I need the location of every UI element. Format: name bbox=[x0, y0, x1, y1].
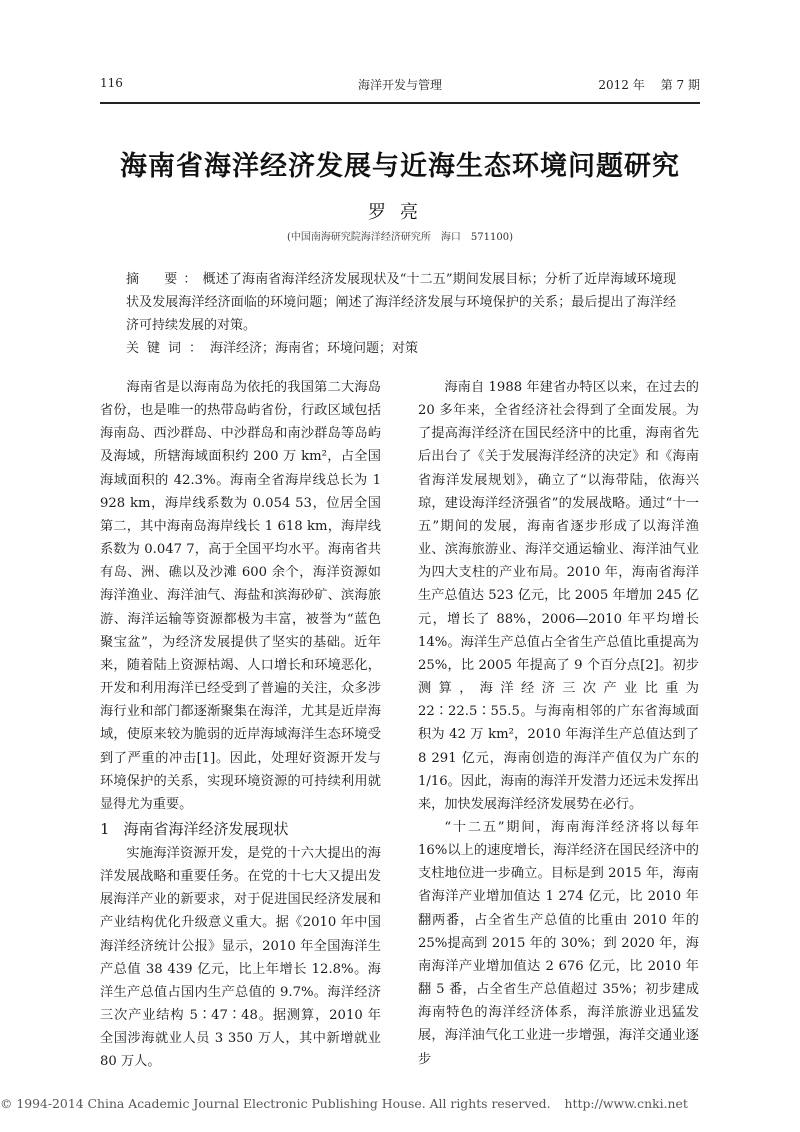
left-column bbox=[100, 376, 381, 1074]
header-rule bbox=[100, 102, 700, 104]
keywords-text: 海洋经济；海南省；环境问题；对策 bbox=[210, 341, 419, 356]
article-title: 海南省海洋经济发展与近海生态环境问题研究 bbox=[120, 151, 680, 182]
abstract-text: 概述了海南省海洋经济发展现状及“十二五”期间发展目标；分析了近岸海域环境现状及发展海洋经济面临的环境问题；阐述了海洋经济发展与环境保护的关系；最后提出了海洋经济可持续发展的对策。 bbox=[126, 272, 676, 333]
author-affiliation: (中国南海研究院海洋经济研究所 海口 571100) bbox=[287, 232, 513, 243]
footer-url[interactable]: http://www.cnki.net bbox=[564, 1096, 688, 1111]
abstract-paragraph bbox=[126, 268, 676, 337]
abstract-label: 摘 要： bbox=[126, 272, 203, 287]
right-column bbox=[418, 376, 699, 1071]
running-header bbox=[100, 76, 700, 96]
issue-info bbox=[598, 76, 700, 93]
copyright-footer bbox=[0, 1096, 800, 1111]
section-number: 1 bbox=[100, 819, 110, 838]
keywords-label: 关键词： bbox=[126, 341, 211, 356]
abstract-block bbox=[126, 268, 676, 360]
article-author: 罗亮 bbox=[368, 202, 432, 223]
body-paragraph-intro: 海南省是以海南岛为依托的我国第二大海岛省份，也是唯一的热带岛屿省份，行政区域包括海南岛、西沙群岛、中沙群岛和南沙群岛等岛屿及海域，所辖海域面积约 200 万 km²，占全国海域面积的 42.3%。海南全省海岸线总长为 1 928 km，海岸线系数为 0.054 53，位居全国第二，其中海南岛海岸线长 1 618 km，海岸线系数为 0.047 7，高于全国平均水平。海南省共有岛、洲、礁以及沙滩 600 余个，海洋资源如海洋渔业、海洋油气、海盐和滨海砂矿、滨海旅游、海洋运输等资源都极为丰富，被誉为“蓝色聚宝盆”，为经济发展提供了坚实的基础。近年来，随着陆上资源枯竭、人口增长和环境恶化，开发和利用海洋已经受到了普遍的关注，众多涉海行业和部门都逐渐聚集在海洋，尤其是近岸海域，使原来较为脆弱的近岸海域海洋生态环境受到了严重的冲击[1]。因此，处理好资源开发与环境保护的关系，实现环境资源的可持续利用就显得尤为重要。 bbox=[100, 380, 381, 812]
journal-name: 海洋开发与管理 bbox=[357, 78, 442, 92]
issue-year: 2012 年 bbox=[598, 78, 645, 92]
issue-number: 第 7 期 bbox=[660, 78, 700, 92]
body-paragraph-national: 实施海洋资源开发，是党的十六大提出的海洋发展战略和重要任务。在党的十七大又提出发展海洋产业的新要求，对于促进国民经济发展和产业结构优化升级意义重大。据《2010 年中国海洋经济统计公报》显示，2010 年全国海洋生产总值 38 439 亿元，比上年增长 12.8%。海洋生产总值占国内生产总值的 9.7%。海洋经济三次产业结构 5∶47∶48。据测算，2010 年全国涉海就业人员 3 350 万人，其中新增就业 80 万人。 bbox=[100, 845, 381, 1070]
keywords-paragraph bbox=[126, 337, 676, 360]
page-number: 116 bbox=[100, 76, 123, 90]
copyright-text: © 1994-2014 China Academic Journal Electronic Publishing House. All rights reserved. bbox=[0, 1096, 551, 1111]
section-title: 海南省海洋经济发展现状 bbox=[123, 819, 289, 838]
section-heading-1 bbox=[100, 816, 381, 842]
body-paragraph-hainan: 海南自 1988 年建省办特区以来，在过去的 20 多年来，全省经济社会得到了全面发展。为了提高海洋经济在国民经济中的比重，海南省先后出台了《关于发展海洋经济的决定》和《海南省海洋发展规划》，确立了“以海带陆，依海兴琼，建设海洋经济强省”的发展战略。通过“十一五”期间的发展，海南省逐步形成了以海洋渔业、滨海旅游业、海洋交通运输业、海洋油气业为四大支柱的产业布局。2010 年，海南省海洋生产总值达 523 亿元，比 2005 年增加 245 亿元，增长了 88%，2006—2010 年平均增长 14%。海洋生产总值占全省生产总值比重提高为 25%，比 2005 年提高了 9 个百分点[2]。初步测算，海洋经济三次产业比重为 22∶22.5∶55.5。与海南相邻的广东省海域面积为 42 万 km²，2010 年海洋生产总值达到了 8 291 亿元，海南创造的海洋产值仅为广东的 1/16。因此，海南的海洋开发潜力还远未发挥出来，加快发展海洋经济发展势在必行。 bbox=[418, 380, 699, 812]
body-paragraph-12th-plan: “十二五”期间，海南海洋经济将以每年 16%以上的速度增长，海洋经济在国民经济中的支柱地位进一步确立。目标是到 2015 年，海南省海洋产业增加值达 1 274 亿元，比 2010 年翻两番，占全省生产总值的比重由 2010 年的 25%提高到 2015 年的 30%；到 2020 年，海南海洋产业增加值达 2 676 亿元，比 2010 年翻 5 番，占全省生产总值超过 35%；初步建成海南特色的海洋经济体系，海洋旅游业迅猛发展，海洋油气化工业进一步增强，海洋交通业逐步 bbox=[418, 819, 699, 1067]
